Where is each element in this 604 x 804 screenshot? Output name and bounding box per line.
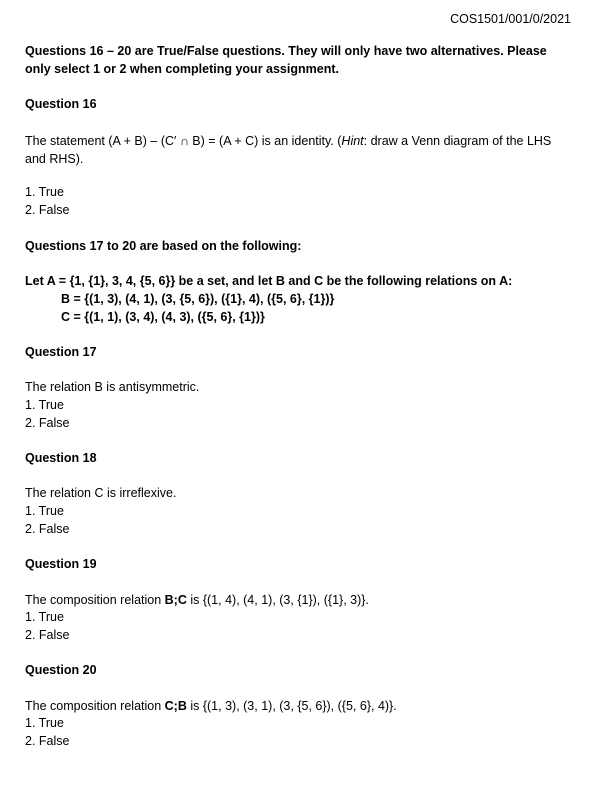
instructions: Questions 16 – 20 are True/False questions. They will only have two alternatives. Please only select 1 or 2 when completing your assignment. [25, 44, 547, 76]
question-17-statement: The relation B is antisymmetric. [25, 380, 200, 394]
question-20-statement: The composition relation C;B is {(1, 3), (3, 1), (3, {5, 6}), ({5, 6}, 4)}. [25, 699, 397, 713]
question-19-title: Question 19 [25, 557, 97, 571]
question-17-title: Question 17 [25, 345, 97, 359]
set-definition: Let A = {1, {1}, 3, 4, {5, 6}} be a set, and let B and C be the following relations on A: [25, 274, 513, 288]
question-18-title: Question 18 [25, 451, 97, 465]
question-17-option-1: 1. True [25, 398, 64, 412]
question-18-statement: The relation C is irreflexive. [25, 486, 177, 500]
question-17-option-2: 2. False [25, 416, 70, 430]
module-code: COS1501/001/0/2021 [450, 12, 571, 26]
shared-heading: Questions 17 to 20 are based on the following: [25, 239, 302, 253]
question-19-statement: The composition relation B;C is {(1, 4), (4, 1), (3, {1}), ({1}, 3)}. [25, 593, 369, 607]
relation-b: B = {(1, 3), (4, 1), (3, {5, 6}), ({1}, 4), ({5, 6}, {1})} [61, 292, 335, 306]
question-16-option-1: 1. True [25, 185, 64, 199]
question-19-option-1: 1. True [25, 610, 64, 624]
question-20-option-1: 1. True [25, 716, 64, 730]
question-18-option-1: 1. True [25, 504, 64, 518]
question-18-option-2: 2. False [25, 522, 70, 536]
question-16-option-2: 2. False [25, 203, 70, 217]
question-20-option-2: 2. False [25, 734, 70, 748]
relation-c: C = {(1, 1), (3, 4), (4, 3), ({5, 6}, {1})} [61, 310, 265, 324]
question-20-title: Question 20 [25, 663, 97, 677]
question-16-title: Question 16 [25, 97, 97, 111]
question-16-statement: The statement (A + B) – (C′ ∩ B) = (A + C) is an identity. (Hint: draw a Venn diagram of the LHS and RHS). [25, 134, 552, 166]
question-19-option-2: 2. False [25, 628, 70, 642]
